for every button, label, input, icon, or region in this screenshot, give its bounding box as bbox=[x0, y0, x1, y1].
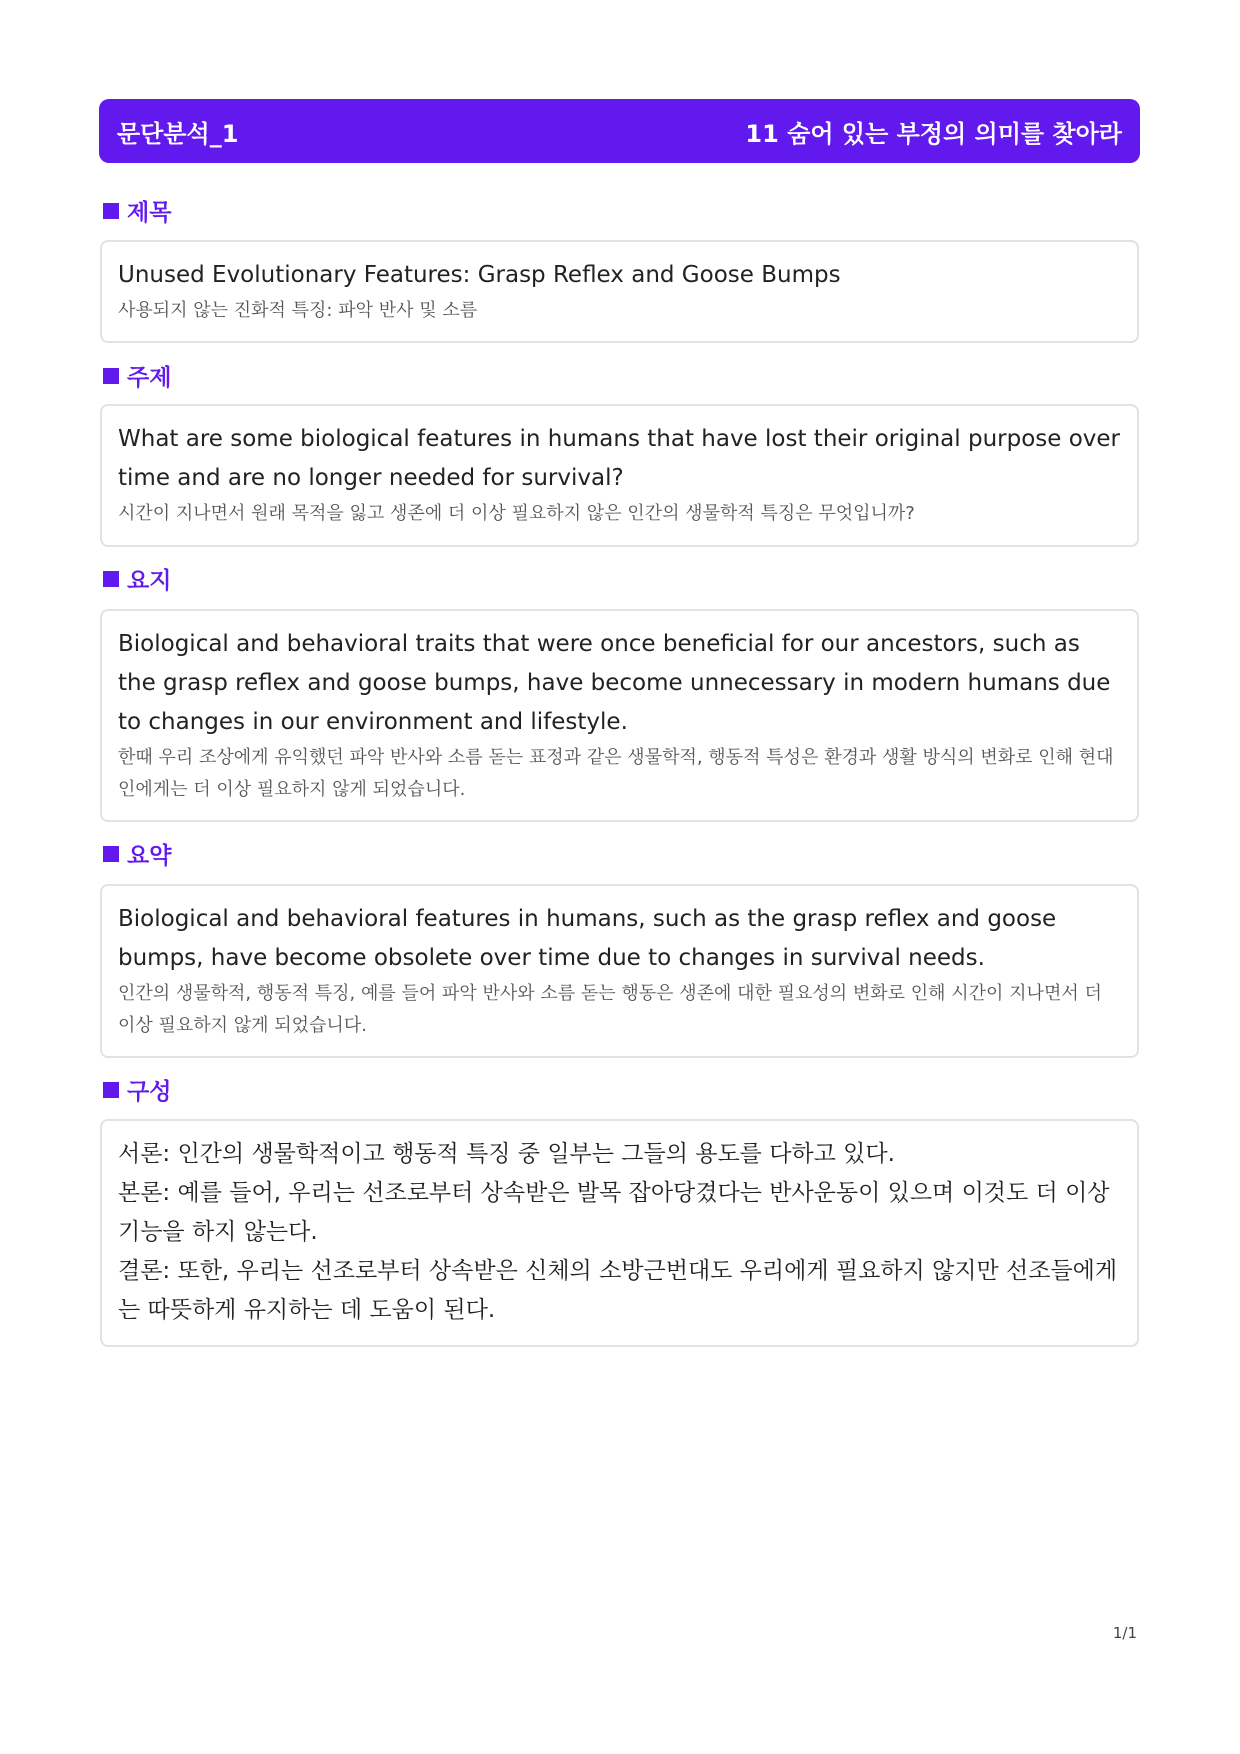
square-bullet-icon bbox=[103, 846, 119, 862]
structure-box bbox=[100, 1119, 1139, 1347]
english-text: Biological and behavioral traits that were once beneficial for our ancestors, such as the grasp reflex and goose bumps, have become unnecessary in modern humans due to changes in our environment and lifestyle. bbox=[118, 631, 1111, 735]
korean-text: 인간의 생물학적, 행동적 특징, 예를 들어 파악 반사와 소름 돋는 행동은 생존에 대한 필요성의 변화로 인해 시간이 지나면서 더 이상 필요하지 않게 되었습니다. bbox=[118, 983, 1102, 1036]
label-text: 구성 bbox=[127, 1079, 172, 1105]
intro-line: 서론: 인간의 생물학적이고 행동적 특징 중 일부는 그들의 용도를 다하고 있다. bbox=[118, 1141, 895, 1167]
label-text: 요약 bbox=[127, 843, 172, 869]
section-label-topic bbox=[103, 359, 171, 392]
section-label-title bbox=[103, 194, 171, 227]
english-text: Unused Evolutionary Features: Grasp Reflex and Goose Bumps bbox=[118, 262, 841, 288]
header-left-title: 문단분석_1 bbox=[117, 119, 239, 148]
korean-text: 시간이 지나면서 원래 목적을 잃고 생존에 더 이상 필요하지 않은 인간의 생물학적 특징은 무엇입니까? bbox=[118, 503, 915, 524]
header-bar bbox=[99, 99, 1140, 163]
section-label-structure bbox=[103, 1073, 171, 1106]
square-bullet-icon bbox=[103, 1082, 119, 1098]
square-bullet-icon bbox=[103, 203, 119, 219]
english-text: What are some biological features in humans that have lost their original purpose over time and are no longer needed for survival? bbox=[118, 426, 1121, 491]
page-number: 1/1 bbox=[1112, 1624, 1137, 1642]
section-label-summary bbox=[103, 837, 171, 870]
english-text: Biological and behavioral features in humans, such as the grasp reflex and goose bumps, have become obsolete over time due to changes in survival needs. bbox=[118, 906, 1057, 971]
korean-text: 사용되지 않는 진화적 특징: 파악 반사 및 소름 bbox=[118, 300, 478, 321]
korean-text: 한때 우리 조상에게 유익했던 파악 반사와 소름 돋는 표정과 같은 생물학적, 행동적 특성은 환경과 생활 방식의 변화로 인해 현대인에게는 더 이상 필요하지 않게 되었습니다. bbox=[118, 747, 1114, 800]
label-text: 요지 bbox=[127, 568, 172, 594]
label-text: 제목 bbox=[127, 200, 172, 226]
topic-box bbox=[100, 404, 1139, 547]
section-label-gist bbox=[103, 562, 171, 595]
body-line: 본론: 예를 들어, 우리는 선조로부터 상속받은 발목 잡아당겼다는 반사운동이 있으며 이것도 더 이상 기능을 하지 않는다. bbox=[118, 1180, 1110, 1245]
summary-box bbox=[100, 884, 1139, 1058]
conclusion-line: 결론: 또한, 우리는 선조로부터 상속받은 신체의 소방근번대도 우리에게 필요하지 않지만 선조들에게는 따뜻하게 유지하는 데 도움이 된다. bbox=[118, 1258, 1118, 1323]
gist-box bbox=[100, 609, 1139, 822]
square-bullet-icon bbox=[103, 368, 119, 384]
title-box bbox=[100, 240, 1139, 343]
square-bullet-icon bbox=[103, 571, 119, 587]
header-right-title: 11 숨어 있는 부정의 의미를 찾아라 bbox=[745, 119, 1122, 148]
label-text: 주제 bbox=[127, 365, 172, 391]
